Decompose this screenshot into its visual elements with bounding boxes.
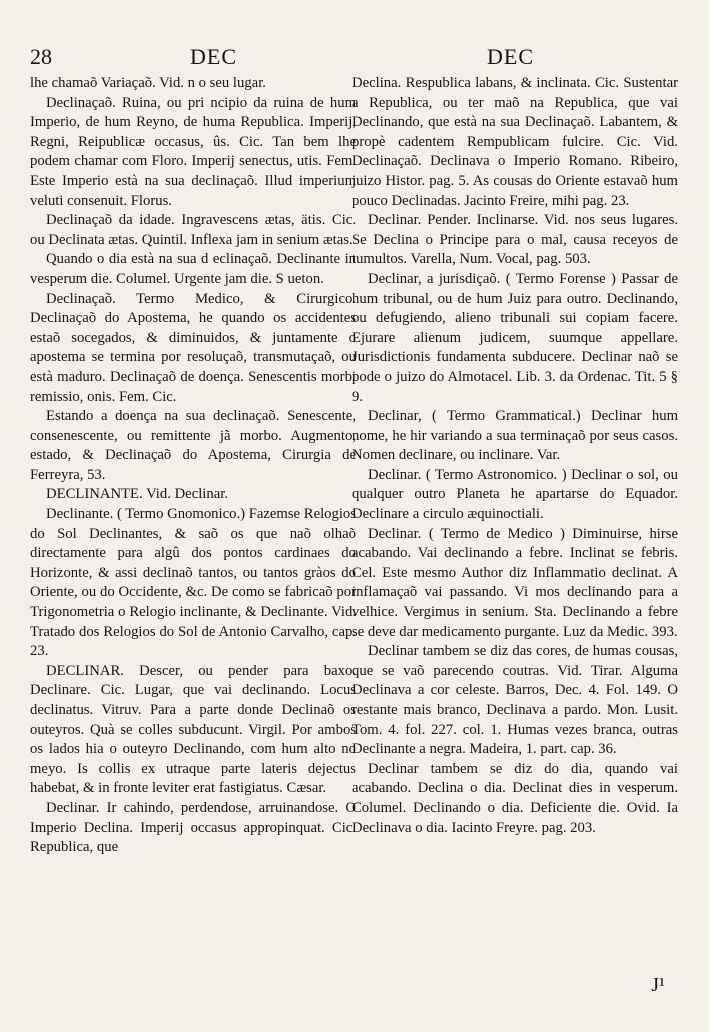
entry-paragraph: Estando a doença na sua declinaçaõ. Senescente, consenescente, ou remittente jã morbo. Augmento, estado, & Declinaçaõ do Apostema, Cirurgia de Ferreyra, 53. (30, 408, 356, 483)
right-column (352, 74, 678, 838)
entry-paragraph: Declinaçaõ. Ruina, ou pri ncipio da ruina de hum Imperio, de hum Reyno, de huma Republica. Imperij, Regni, Reipublicæ occasus, ûs. Cic. Tan bem lhe podem chamar com Floro. Imperij senectus, utis. Fem. Este Imperio està na sua declinaçaõ. Illud imperium veluti consenuit. Florus. (30, 94, 356, 209)
left-column (30, 74, 356, 858)
signature-mark: J¹ (651, 974, 665, 996)
entry-heading: DECLINANTE. Vid. Declinar. (46, 486, 228, 503)
entry-paragraph: Declinar tambem se diz das cores, de humas cousas, que se vaõ parecendo coutras. Vid. Tirar. Alguma Declinava a cor celeste. Barros, Dec. 4. Fol. 149. O restante mais branco, Declinava a pardo. Mon. Lusit. Tom. 4. fol. 227. col. 1. Humas vezes branca, outras Declinante a negra. Madeira, 1. part. cap. 36. (352, 643, 678, 758)
entry-paragraph: Declinar tambem se diz do dia, quando vai acabando. Declina o dia. Declinat dies in vesperum. Columel. Declinando o dia. Deficiente die. Ovid. Ia Declinava o dia. Iacinto Freyre. pag. 203. (352, 760, 678, 836)
entry-paragraph: Declinar. ( Termo de Medico ) Diminuirse, hirse acabando. Vai declinando a febre. Inclinat se febris. Cel. Este mesmo Author diz Inflammatio declinat. A inflamaçaõ vai passando. Vi mos declinando para a velhice. Vergimus in senium. Sta. Declinando a febre se deve dar medicamento purgante. Luz da Medic. 393. (352, 525, 678, 640)
entry-paragraph: Declinar. ( Termo Astronomico. ) Declinar o sol, ou qualquer outro Planeta he apartarse do Equador. Declinare a circulo æquinoctiali. (352, 466, 678, 523)
entry-paragraph: Declinaçaõ. Termo Medico, & Cirurgico. Declinaçaõ do Apostema, he quando os accidentes estaõ socegados, & diminuidos, & juntamente o apostema se termina por resoluçaõ, transmutaçaõ, ou està maduro. Declinaçaõ de doença. Senescentis morbi remissio, onis. Fem. Cic. (30, 290, 356, 405)
entry-paragraph: Declinaçaõ da idade. Ingravescens ætas, ätis. Cic. ou Declinata ætas. Quintil. Inflexa jam in senium ætas. (30, 212, 356, 248)
entry-paragraph: Declinar, ( Termo Grammatical.) Declinar hum nome, he hir variando a sua terminaçaõ por seus casos. Nomen declinare, ou inclinare. Var. (352, 408, 678, 464)
page-number: 28 (30, 44, 52, 69)
entry-paragraph: Declinar. Ir cahindo, perdendose, arruinandose. O Imperio Declina. Imperij occasus appropinquat. Cic. Republica, que (30, 799, 356, 856)
entry-paragraph: Declinar, a jurisdiçaõ. ( Termo Forense ) Passar de hum tribunal, ou de hum Juiz para outro. Declinando, ou defugiendo, alieno tribunali sui copiam facere. Ejurare alienum judicem, suumque appellare. Jurisdictionis fundamenta subducere. Declinar naõ se pode o juizo do Almotacel. Lib. 3. da Ordenac. Tit. 5 § 9. (352, 270, 678, 405)
entry-paragraph: Declina. Respublica labans, & inclinata. Cic. Sustentar a Republica, ou ter maõ na Republica, que vai Declinando, que està na sua Declinaçaõ. Labantem, & propè cadentem Rempublicam fulcire. Cic. Vid. Declinaçaõ. Declinava o Imperio Romano. Ribeiro, juizo Histor. pag. 5. As cousas do Oriente estavaõ hum pouco Declinadas. Jacinto Freire, mihi pag. 23. (352, 75, 678, 209)
entry-paragraph: Quando o dia està na sua d eclinaçaõ. Declinante in vesperum die. Columel. Urgente jam die. S ueton. (30, 251, 356, 287)
running-head-right: DEC (487, 44, 534, 69)
running-head-left: DEC (190, 44, 237, 69)
entry-paragraph: lhe chamaõ Variaçaõ. Vid. n o seu lugar. (30, 75, 266, 91)
entry-heading: DECLINAR. Descer, ou pender para baxo. Declinare. Cic. Lugar, que vai declinando. Locus declinatus. Vitruv. Para a parte donde Declinaõ os outeyros. Quà se colles subducunt. Virgil. Por ambos os lados hia o outeyro Declinando, com hum alto no meyo. Is collis ex utraque parte lateris dejectus habebat, & in fronte leviter erat fastigiatus. Cæsar. (30, 662, 356, 797)
entry-paragraph: Declinar. Pender. Inclinarse. Vid. nos seus lugares. Se Declina o Principe para o mal, causa receyos de tumultos. Varella, Num. Vocal, pag. 503. (352, 212, 678, 268)
entry-paragraph: Declinante. ( Termo Gnomonico.) Fazemse Relogios do Sol Declinantes, & saõ os que naõ olhaõ directamente para algû dos pontos cardinaes do Horizonte, & assi declinaõ tantos, ou tantos gràos do Oriente, ou do Occidente, &c. De como se fabricaõ por Trigonometria o Relogio inclinante, & Declinante. Vid. Tratado dos Relogios do Sol de Antonio Carvalho, cap. 23. (30, 506, 356, 660)
